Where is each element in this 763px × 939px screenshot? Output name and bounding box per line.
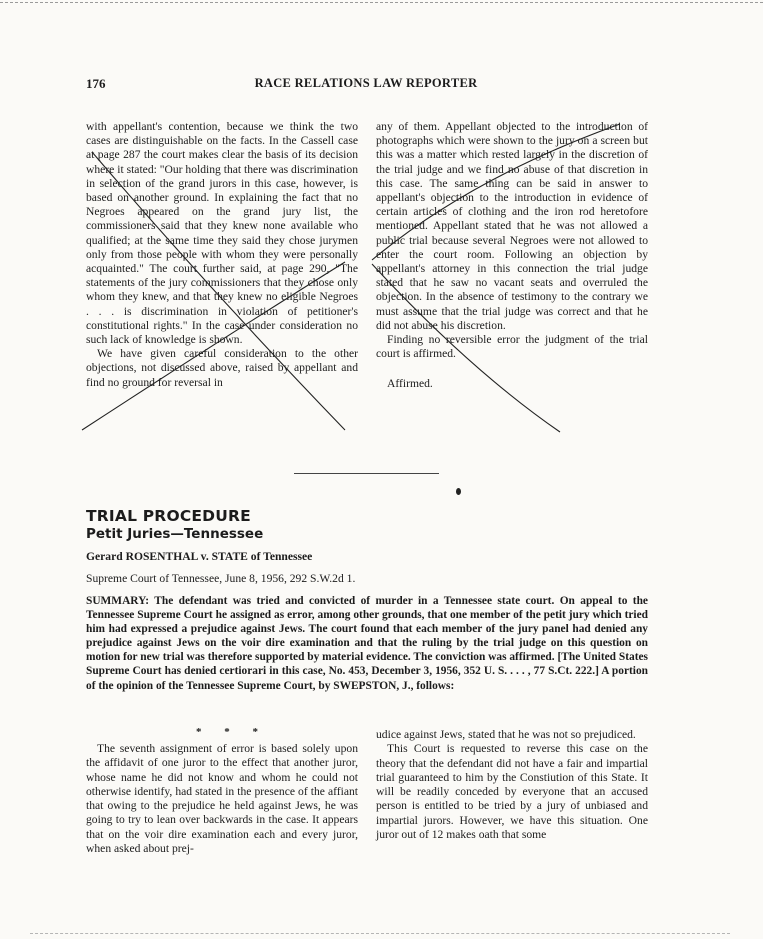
case-name: Gerard ROSENTHAL v. STATE of Tennessee <box>86 550 313 563</box>
bottom-right-column <box>376 728 648 842</box>
top-right-column <box>376 120 648 392</box>
top-left-column <box>86 120 358 390</box>
case-summary: SUMMARY: The defendant was tried and convicted of murder in a Tennessee state court. On appeal to the Tennessee Supreme Court he assigned as error, among other grounds, that one member of the petit jury which tried him had expressed a prejudice against Jews. The court found that each member of the jury panel had denied any prejudice against Jews on the voir dire examination and that the ruling by the trial judge on this question on motion for new trial was therefore supported by material evidence. The conviction was affirmed. [The United States Supreme Court has denied certiorari in this case, No. 453, December 3, 1956, 352 U. S. . . . , 77 S.Ct. 222.] A portion of the opinion of the Tennessee Supreme Court, by SWEPSTON, J., follows: <box>86 595 648 692</box>
ink-dot <box>456 488 461 495</box>
paragraph: This Court is requested to reverse this case on the theory that the defendant did not have a fair and impartial trial guaranteed to him by the Constiution of this State. It will be readily conceded by everyone that an accused person is entitled to be tried by a jury of unbiased and impartial jurors. However, we have this situation. One juror out of 12 makes oath that some <box>376 742 648 842</box>
section-divider <box>294 473 439 474</box>
paragraph: Finding no reversible error the judgment of the trial court is affirmed. <box>376 333 648 361</box>
paragraph: We have given careful consideration to the other objections, not discussed above, raised by appellant and find no ground for reversal in <box>86 347 358 389</box>
bottom-left-column <box>86 742 358 856</box>
page-top-edge <box>0 2 763 3</box>
paragraph: udice against Jews, stated that he was not so prejudiced. <box>376 728 636 741</box>
paragraph: The seventh assignment of error is based solely upon the affidavit of one juror to the effect that another juror, whose name he did not know and whom he could not otherwise identify, had stated in the presence of the affiant that owing to the prejudice he held against Jews, he was going to try to lean over backwards in the case. It appears that on the voir dire examination each and every juror, when asked about prej- <box>86 742 358 856</box>
case-citation: Supreme Court of Tennessee, June 8, 1956, 292 S.W.2d 1. <box>86 572 356 585</box>
page-bottom-edge <box>30 933 730 934</box>
separator-stars: * * * <box>196 726 268 738</box>
running-title: RACE RELATIONS LAW REPORTER <box>254 76 478 90</box>
paragraph: any of them. Appellant objected to the introduction of photographs which were shown to the jury on a screen but this was a matter which rested largely in the discretion of the trial judge and we find no abuse of that discretion in this case. The same thing can be said in answer to appellant's objection to the introduction in evidence of certain articles of clothing and the iron rod heretofore mentioned. Appellant stated that he was not allowed a public trial because several Negroes were not allowed to enter the court room. Following an objection by appellant's attorney in this connection the trial judge stated that he saw no vacant seats and overruled the objection. In the absence of testimony to the contrary we must assume that the trial judge was correct and that he did not abuse his discretion. <box>376 120 648 332</box>
section-subtitle: Petit Juries—Tennessee <box>86 526 264 542</box>
page-number: 176 <box>86 76 106 91</box>
section-title: TRIAL PROCEDURE <box>86 507 251 525</box>
affirmed-label: Affirmed. <box>387 377 433 391</box>
paragraph: with appellant's contention, because we think the two cases are distinguishable on the facts. In the Cassell case at page 287 the court makes clear the basis of its decision where it stated: "Our holding that there was discrimination in selection of the grand jurors in this case, however, is based on another ground. In explaining the fact that no Negroes appeared on the grand jury list, the commissioners said that they knew none available who qualified; at the same time they said they chose jurymen only from those people with whom they were personally acquainted." The court further said, at page 290, "The statements of the jury commissioners that they chose only whom they knew, and that they knew no eligible Negroes . . . is discrimination in violation of petitioner's constitutional rights." In the case under consideration no such lack of knowledge is shown. <box>86 120 358 347</box>
page-header <box>86 76 646 96</box>
